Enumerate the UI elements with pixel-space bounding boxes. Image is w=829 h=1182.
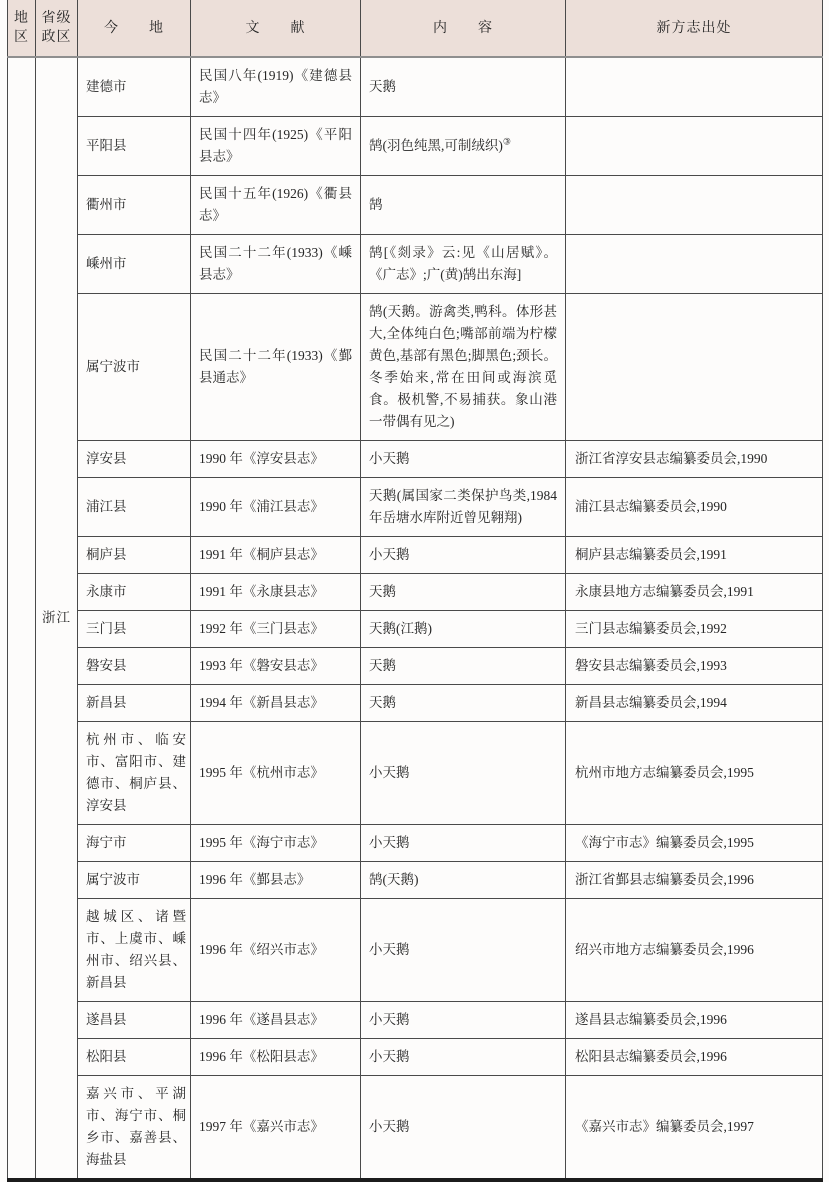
cell-literature: 1994 年《新昌县志》 <box>191 685 361 722</box>
header-province: 省级政区 <box>36 0 78 57</box>
cell-place: 越城区、诸暨市、上虞市、嵊州市、绍兴县、新昌县 <box>78 899 191 1002</box>
cell-content: 天鹅 <box>361 648 566 685</box>
table-row <box>8 1039 823 1076</box>
cell-literature: 1993 年《磐安县志》 <box>191 648 361 685</box>
cell-source: 三门县志编纂委员会,1992 <box>566 611 823 648</box>
cell-content: 鹄[《剡录》云:见《山居赋》。《广志》;广(黄)鹄出东海] <box>361 235 566 294</box>
cell-source <box>566 176 823 235</box>
cell-literature: 1997 年《嘉兴市志》 <box>191 1076 361 1181</box>
header-row <box>8 0 823 57</box>
cell-content: 天鹅(江鹅) <box>361 611 566 648</box>
cell-content: 小天鹅 <box>361 1076 566 1181</box>
cell-source: 松阳县志编纂委员会,1996 <box>566 1039 823 1076</box>
table-row <box>8 722 823 825</box>
cell-content: 天鹅 <box>361 57 566 117</box>
table-row <box>8 117 823 176</box>
cell-place: 属宁波市 <box>78 862 191 899</box>
table-row <box>8 574 823 611</box>
cell-place: 平阳县 <box>78 117 191 176</box>
table-row <box>8 611 823 648</box>
table-row <box>8 537 823 574</box>
cell-literature: 1990 年《浦江县志》 <box>191 478 361 537</box>
table-header <box>8 0 823 57</box>
cell-place: 衢州市 <box>78 176 191 235</box>
cell-literature: 1996 年《鄞县志》 <box>191 862 361 899</box>
cell-literature: 民国八年(1919)《建德县志》 <box>191 57 361 117</box>
cell-literature: 1991 年《永康县志》 <box>191 574 361 611</box>
cell-place: 建德市 <box>78 57 191 117</box>
cell-content: 鹄 <box>361 176 566 235</box>
cell-content: 天鹅 <box>361 574 566 611</box>
cell-place: 松阳县 <box>78 1039 191 1076</box>
cell-content: 小天鹅 <box>361 899 566 1002</box>
cell-place: 海宁市 <box>78 825 191 862</box>
table-row <box>8 862 823 899</box>
table-row <box>8 1002 823 1039</box>
cell-source: 桐庐县志编纂委员会,1991 <box>566 537 823 574</box>
table-row <box>8 176 823 235</box>
cell-source: 《海宁市志》编纂委员会,1995 <box>566 825 823 862</box>
cell-source <box>566 117 823 176</box>
table-row <box>8 899 823 1002</box>
table-row <box>8 648 823 685</box>
table-body <box>8 57 823 1180</box>
cell-content: 小天鹅 <box>361 441 566 478</box>
cell-place: 永康市 <box>78 574 191 611</box>
cell-place: 磐安县 <box>78 648 191 685</box>
table-row <box>8 441 823 478</box>
cell-source <box>566 57 823 117</box>
cell-content: 鹄(天鹅。游禽类,鸭科。体形甚大,全体纯白色;嘴部前端为柠檬黄色,基部有黑色;脚黑色;颈长。冬季始来,常在田间或海滨觅食。极机警,不易捕获。象山港一带偶有见之) <box>361 294 566 441</box>
cell-place: 嵊州市 <box>78 235 191 294</box>
table-row <box>8 825 823 862</box>
cell-content: 小天鹅 <box>361 537 566 574</box>
cell-source: 绍兴市地方志编纂委员会,1996 <box>566 899 823 1002</box>
cell-source: 永康县地方志编纂委员会,1991 <box>566 574 823 611</box>
cell-literature: 1995 年《海宁市志》 <box>191 825 361 862</box>
province-span-cell: 浙江 <box>36 57 78 1180</box>
cell-content: 天鹅(属国家二类保护鸟类,1984 年岳塘水库附近曾见翱翔) <box>361 478 566 537</box>
cell-source: 浙江省淳安县志编纂委员会,1990 <box>566 441 823 478</box>
cell-literature: 1992 年《三门县志》 <box>191 611 361 648</box>
cell-source: 浦江县志编纂委员会,1990 <box>566 478 823 537</box>
cell-content: 小天鹅 <box>361 722 566 825</box>
cell-content: 小天鹅 <box>361 1002 566 1039</box>
cell-literature: 1990 年《淳安县志》 <box>191 441 361 478</box>
cell-place: 浦江县 <box>78 478 191 537</box>
cell-source: 浙江省鄞县志编纂委员会,1996 <box>566 862 823 899</box>
header-content: 内 容 <box>361 0 566 57</box>
cell-place: 嘉兴市、平湖市、海宁市、桐乡市、嘉善县、海盐县 <box>78 1076 191 1181</box>
cell-place: 遂昌县 <box>78 1002 191 1039</box>
table-row <box>8 235 823 294</box>
footnote-marker: ③ <box>502 136 511 147</box>
cell-source <box>566 294 823 441</box>
cell-literature: 民国二十二年(1933)《鄞县通志》 <box>191 294 361 441</box>
gazetteer-table <box>7 0 823 1182</box>
cell-literature: 1995 年《杭州市志》 <box>191 722 361 825</box>
table-row <box>8 1076 823 1181</box>
table-row <box>8 57 823 117</box>
cell-literature: 民国十四年(1925)《平阳县志》 <box>191 117 361 176</box>
header-literature: 文 献 <box>191 0 361 57</box>
cell-literature: 民国二十二年(1933)《嵊县志》 <box>191 235 361 294</box>
cell-literature: 民国十五年(1926)《衢县志》 <box>191 176 361 235</box>
header-place: 今 地 <box>78 0 191 57</box>
cell-literature: 1996 年《松阳县志》 <box>191 1039 361 1076</box>
region-span-cell <box>8 57 36 1180</box>
cell-place: 杭州市、临安市、富阳市、建德市、桐庐县、淳安县 <box>78 722 191 825</box>
cell-content: 鹄(天鹅) <box>361 862 566 899</box>
cell-source: 《嘉兴市志》编纂委员会,1997 <box>566 1076 823 1181</box>
header-source: 新方志出处 <box>566 0 823 57</box>
cell-content: 天鹅 <box>361 685 566 722</box>
cell-place: 属宁波市 <box>78 294 191 441</box>
cell-source: 新昌县志编纂委员会,1994 <box>566 685 823 722</box>
cell-place: 新昌县 <box>78 685 191 722</box>
cell-content: 小天鹅 <box>361 825 566 862</box>
table-row <box>8 685 823 722</box>
cell-place: 三门县 <box>78 611 191 648</box>
cell-literature: 1996 年《绍兴市志》 <box>191 899 361 1002</box>
table-row <box>8 294 823 441</box>
header-region: 地区 <box>8 0 36 57</box>
cell-source: 磐安县志编纂委员会,1993 <box>566 648 823 685</box>
cell-literature: 1991 年《桐庐县志》 <box>191 537 361 574</box>
cell-source: 杭州市地方志编纂委员会,1995 <box>566 722 823 825</box>
cell-place: 桐庐县 <box>78 537 191 574</box>
cell-content: 小天鹅 <box>361 1039 566 1076</box>
cell-content: 鹄(羽色纯黑,可制绒织)③ <box>361 117 566 176</box>
cell-source: 遂昌县志编纂委员会,1996 <box>566 1002 823 1039</box>
cell-place: 淳安县 <box>78 441 191 478</box>
table-row <box>8 478 823 537</box>
cell-source <box>566 235 823 294</box>
cell-literature: 1996 年《遂昌县志》 <box>191 1002 361 1039</box>
